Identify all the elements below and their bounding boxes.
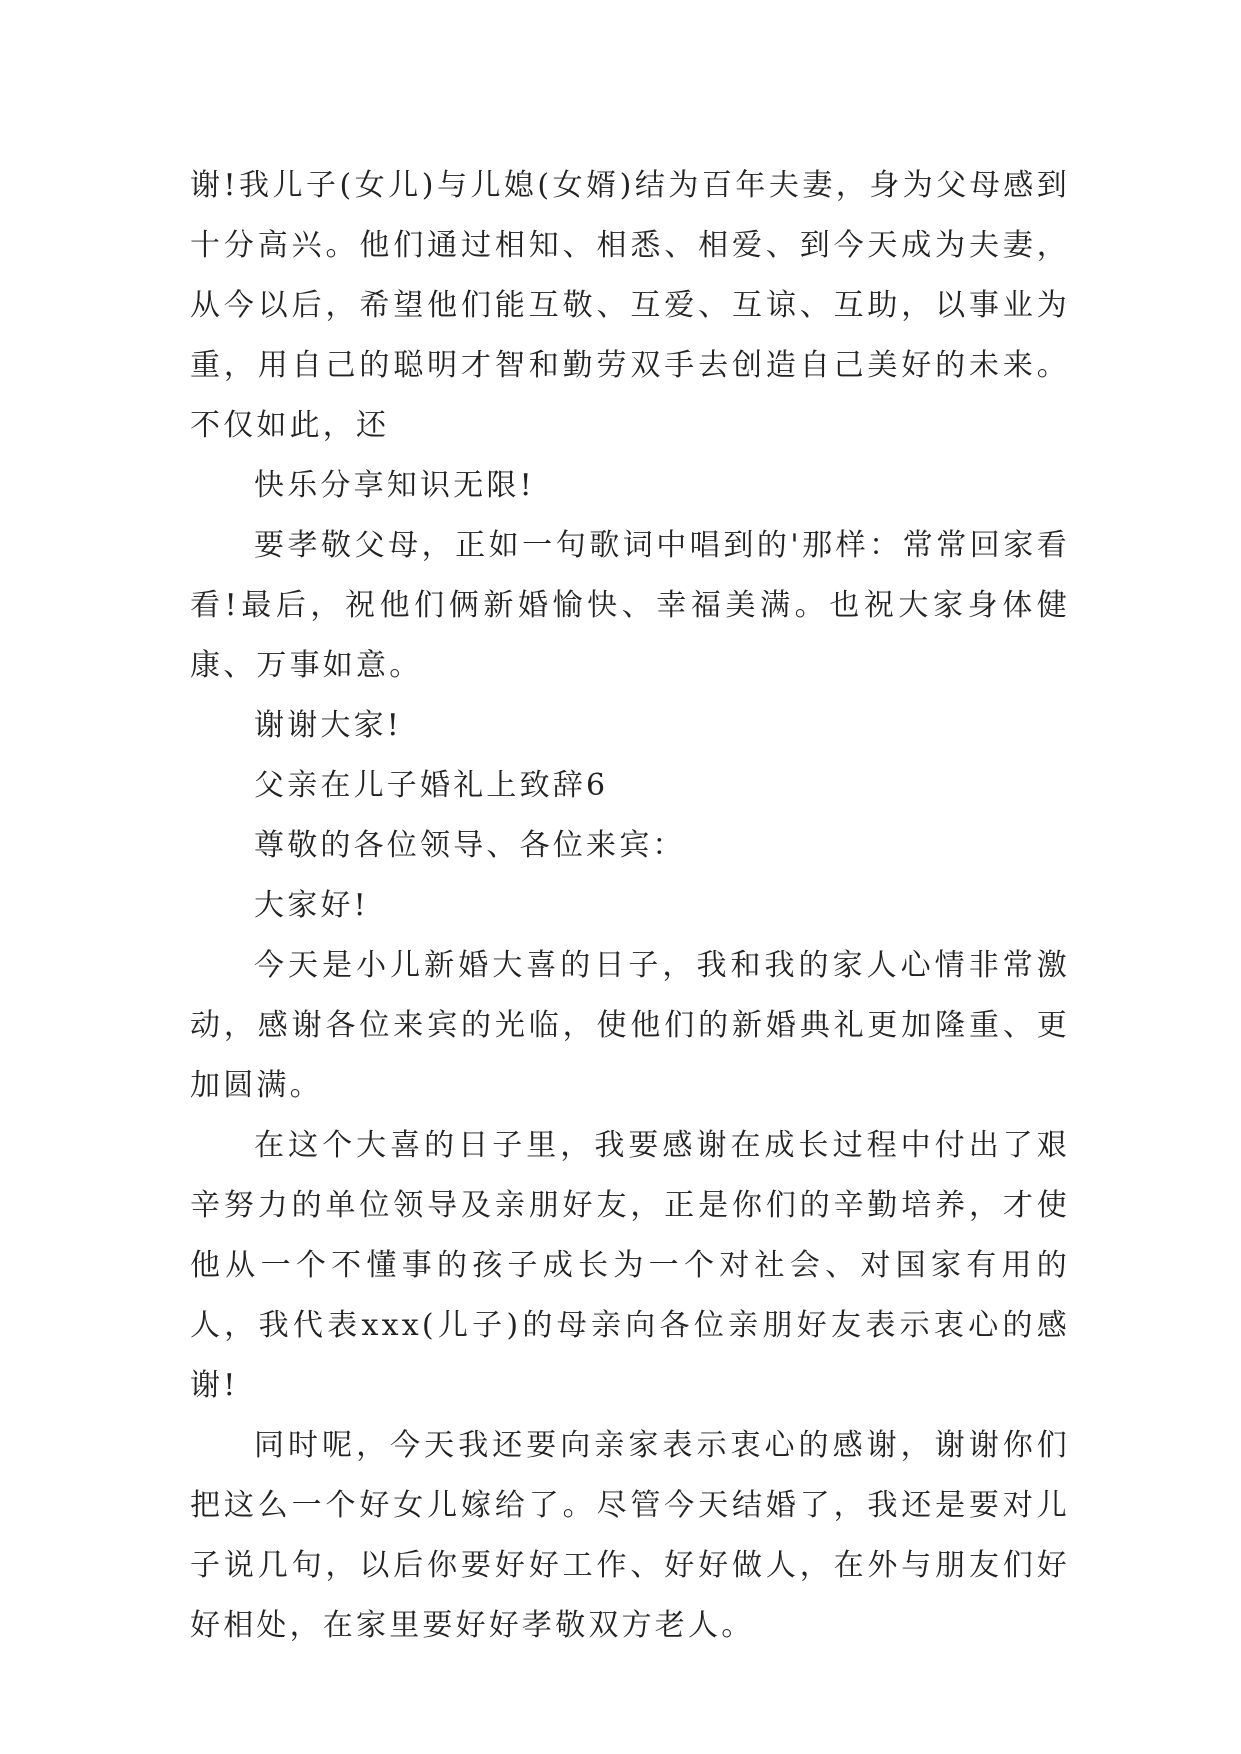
paragraph-4: 谢谢大家! [254, 708, 403, 743]
paragraph-2: 快乐分享知识无限! [254, 468, 535, 503]
greeting: 大家好! [254, 888, 369, 923]
paragraph-9: 在这个大喜的日子里，我要感谢在成长过程中付出了艰辛努力的单位领导及亲朋好友，正是你们的辛勤培养，才使他从一个不懂事的孩子成长为一个对社会、对国家有用的人，我代表xxx(儿子)的母亲向各位亲朋好友表示衷心的感谢! [190, 1128, 1070, 1403]
paragraph-1: 谢!我儿子(女儿)与儿媳(女婿)结为百年夫妻，身为父母感到十分高兴。他们通过相知、相悉、相爱、到今天成为夫妻，从今以后，希望他们能互敬、互爱、互谅、互助，以事业为重，用自己的聪明才智和勤劳双手去创造自己美好的未来。不仅如此，还 [190, 168, 1070, 443]
section-heading: 父亲在儿子婚礼上致辞6 [254, 768, 609, 803]
paragraph-8: 今天是小儿新婚大喜的日子，我和我的家人心情非常激动，感谢各位来宾的光临，使他们的新婚典礼更加隆重、更加圆满。 [190, 948, 1070, 1103]
salutation: 尊敬的各位领导、各位来宾： [254, 828, 686, 863]
paragraph-3: 要孝敬父母，正如一句歌词中唱到的'那样：常常回家看看!最后，祝他们俩新婚愉快、幸福美满。也祝大家身体健康、万事如意。 [190, 528, 1070, 683]
document-body [190, 156, 1070, 1656]
paragraph-10: 同时呢，今天我还要向亲家表示衷心的感谢，谢谢你们把这么一个好女儿嫁给了。尽管今天结婚了，我还是要对儿子说几句，以后你要好好工作、好好做人，在外与朋友们好好相处，在家里要好好孝敬双方老人。 [190, 1428, 1070, 1643]
